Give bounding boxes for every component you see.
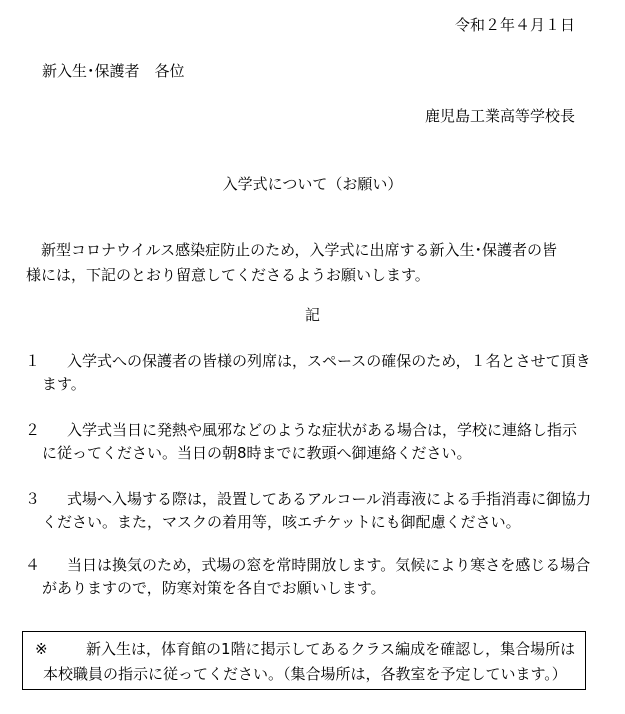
reference-mark: ※ (35, 640, 48, 658)
notice-box (22, 631, 586, 690)
item-text-line-1: 入学式当日に発熱や風邪などのような症状がある場合は，学校に連絡し指示 (67, 421, 578, 439)
item-text-line-2: がありますので，防寒対策を各自でお願いします。 (42, 579, 386, 597)
ki-heading: 記 (304, 306, 320, 324)
item-number: ２ (25, 421, 41, 439)
addressee: 新入生･保護者 各位 (42, 62, 185, 80)
intro-paragraph (26, 238, 611, 288)
intro-line-1: 新型コロナウイルス感染症防止のため，入学式に出席する新入生･保護者の皆 (41, 241, 558, 259)
item-text-line-2: ます。 (42, 375, 86, 393)
item-text-line-1: 入学式への保護者の皆様の列席は，スペースの確保のため，１名とさせて頂き (67, 352, 591, 370)
notice-text-line-1: 新入生は，体育館の1階に掲示してあるクラス編成を確認し，集合場所は (86, 640, 576, 658)
item-text-line-1: 式場へ入場する際は，設置してあるアルコール消毒液による手指消毒に御協力 (67, 490, 592, 508)
item-number: ４ (25, 556, 41, 574)
item-number: １ (25, 352, 41, 370)
document-title: 入学式について（お願い） (222, 175, 403, 193)
item-text-line-1: 当日は換気のため，式場の窓を常時開放します。気候により寒さを感じる場合 (67, 556, 591, 574)
sender-name: 鹿児島工業高等学校長 (424, 107, 575, 125)
item-text-line-2: ください。また，マスクの着用等，咳エチケットにも御配慮ください。 (42, 513, 521, 531)
notice-text-line-2: 本校職員の指示に従ってください。（集合場所は，各教室を予定しています。） (43, 665, 567, 683)
item-number: ３ (25, 490, 41, 508)
intro-line-2: 様には，下記のとおり留意してくださるようお願いします。 (26, 266, 430, 284)
document-date: 令和２年４月１日 (454, 16, 575, 34)
item-text-line-2: に従ってください。当日の朝8時までに教頭へ御連絡ください。 (42, 444, 472, 462)
